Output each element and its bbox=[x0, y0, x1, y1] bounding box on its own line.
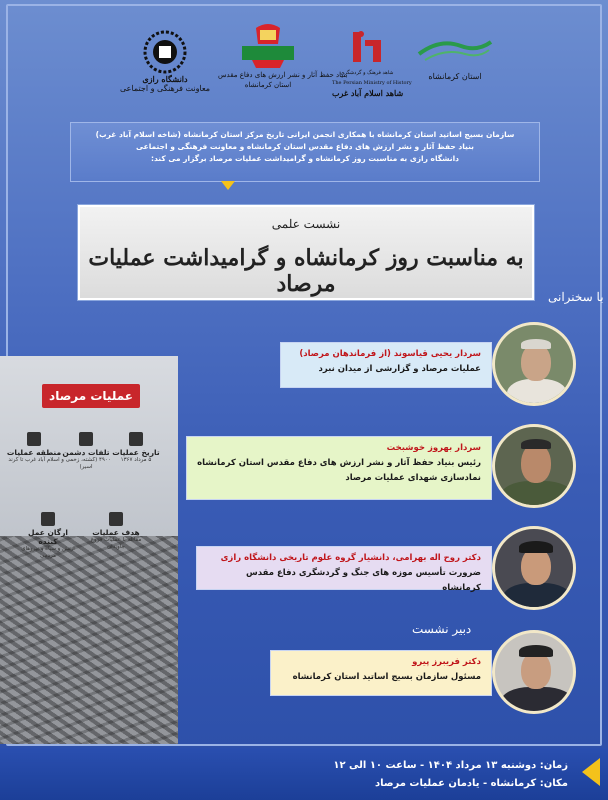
calendar-icon bbox=[129, 432, 143, 446]
university-seal-icon bbox=[143, 30, 187, 74]
moderator-photo bbox=[492, 630, 576, 714]
logos-row bbox=[120, 28, 500, 116]
intro-line-3: دانشگاه رازی به مناسبت روز کرمانشاه و گرامیداشت عملیات مرصاد برگزار می کند: bbox=[150, 154, 460, 163]
moderator-card: دکتر فریبرز پیرو مسئول سازمان بسیج اساتید استان کرمانشاه bbox=[270, 650, 492, 696]
event-place: مکان: کرمانشاه - یادمان عملیات مرصاد bbox=[374, 778, 568, 789]
speaker-card-1: سردار یحیی قیاسوند (از فرماندهان مرصاد) عملیات مرصاد و گزارشی از میدان نبرد bbox=[280, 342, 492, 388]
footer-bar bbox=[0, 748, 608, 800]
persian-gulf-logo: استان کرمانشاه bbox=[410, 32, 500, 82]
intro-line-2: بنیاد حفظ آثار و نشر ارزش های دفاع مقدس استان کرمانشاه و معاونت فرهنگی و اجتماعی bbox=[136, 142, 474, 151]
title-sub: نشست علمی bbox=[271, 217, 341, 231]
target-icon bbox=[109, 512, 123, 526]
speaker-photo-2 bbox=[492, 424, 576, 508]
casualty-icon bbox=[79, 432, 93, 446]
shahed-logo: شاهد فرهنگ و گردشگری The Persian Ministry of History شاهد اسلام آباد غرب bbox=[332, 28, 402, 98]
poster-item: منطقه عملیات اسلام آباد غرب تا کرند bbox=[6, 432, 62, 464]
wave-logo-icon bbox=[415, 32, 495, 72]
fist-emblem-icon bbox=[238, 22, 298, 70]
razi-university-logo: دانشگاه رازی معاونت فرهنگی و اجتماعی bbox=[120, 30, 210, 94]
speaker-card-2: سردار بهروز خوشبخت رئیس بنیاد حفظ آثار و نشر ارزش های دفاع مقدس استان کرمانشاه نمادسازی شهدای عملیات مرصاد bbox=[186, 436, 492, 500]
map-icon bbox=[27, 432, 41, 446]
pointer-triangle bbox=[221, 181, 235, 190]
speakers-label: با سخنرانی bbox=[548, 290, 604, 304]
poster-item: ارگان عمل کننده ارتش و سپاه و نیروهای مردمی bbox=[20, 512, 76, 560]
soldier-icon bbox=[41, 512, 55, 526]
speaker-photo-1 bbox=[492, 322, 576, 406]
shahed-mark-icon bbox=[347, 28, 387, 68]
operation-poster bbox=[0, 356, 178, 744]
poster-item: تاریخ عملیات ۵ مرداد ۱۳۶۷ bbox=[108, 432, 164, 464]
event-time: زمان: دوشنبه ۱۳ مرداد ۱۴۰۴ - ساعت ۱۰ الی ۱۲ bbox=[333, 760, 568, 771]
poster-item: تلفات دشمن ۴۹۰۰ (کشته، زخمی و اسیر) bbox=[58, 432, 114, 471]
poster-photo bbox=[0, 536, 178, 744]
speaker-card-3: دکتر روح اله بهرامی، دانشیار گروه علوم تاریخی دانشگاه رازی ضرورت تأسیس موزه های جنگ و گردشگری دفاع مقدس کرمانشاه bbox=[196, 546, 492, 590]
foundation-logo: بنیاد حفظ آثار و نشر ارزش های دفاع مقدس استان کرمانشاه bbox=[218, 22, 318, 90]
intro-box bbox=[70, 122, 540, 182]
title-box bbox=[78, 205, 534, 300]
intro-line-1: سازمان بسیج اساتید استان کرمانشاه با همکاری انجمن ایرانی تاریخ مرکز استان کرمانشاه (شاخه اسلام آباد غرب) bbox=[95, 130, 515, 139]
arrow-icon bbox=[582, 758, 600, 786]
poster-item: هدف عملیات مقابله با عملیات فروغ جاویدان bbox=[88, 512, 144, 551]
moderator-label: دبیر نشست bbox=[412, 622, 472, 636]
speaker-photo-3 bbox=[492, 526, 576, 610]
page-title: به مناسبت روز کرمانشاه و گرامیداشت عملیات مرصاد bbox=[88, 245, 524, 297]
poster-title: عملیات مرصاد bbox=[42, 384, 140, 408]
